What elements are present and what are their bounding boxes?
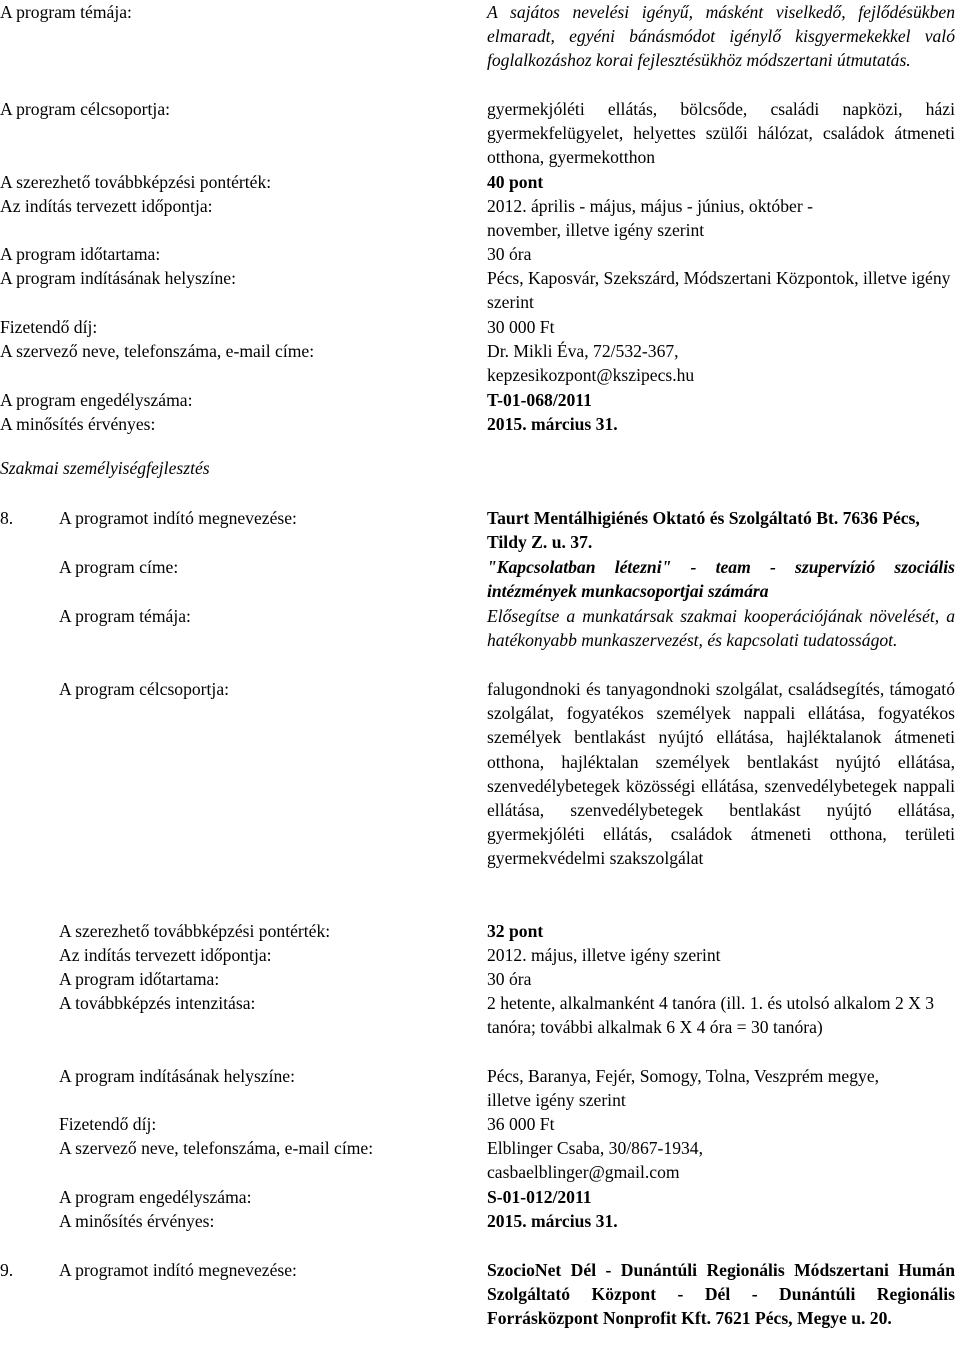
location-label: A program indításának helyszíne:: [59, 1066, 295, 1086]
program-number: 8.: [0, 508, 14, 528]
target-group-label: A program célcsoportja:: [0, 99, 171, 119]
location-label: A program indításának helyszíne:: [0, 268, 236, 288]
topic-value: A sajátos nevelési igényű, másként viselkedő, fejlődésükben elmaradt, egyéni bánásmódot igénylő kisgyermekekkel való foglalkozáshoz korai fejlesztésükhöz módszertani útmutatás.: [487, 2, 955, 71]
permit-number-value: S-01-012/2011: [487, 1187, 592, 1207]
validity-value: 2015. március 31.: [487, 1211, 618, 1231]
validity-label: A minősítés érvényes:: [59, 1211, 215, 1231]
validity-label: A minősítés érvényes:: [0, 414, 156, 434]
intensity-value: 2 hetente, alkalmanként 4 tanóra (ill. 1. és utolsó alkalom 2 X 3 tanóra; további alkalmak 6 X 4 óra = 30 tanóra): [487, 993, 935, 1038]
topic-label: A program témája:: [59, 606, 191, 626]
organizer-name-label: A programot indító megnevezése:: [59, 508, 297, 528]
organizer-contact-label: A szervező neve, telefonszáma, e-mail címe:: [59, 1138, 374, 1158]
fee-value: 30 000 Ft: [487, 317, 555, 337]
credit-points-label: A szerezhető továbbképzési pontérték:: [0, 172, 272, 192]
program-title-label: A program címe:: [59, 557, 179, 577]
organizer-name-value: Taurt Mentálhigiénés Oktató és Szolgáltató Bt. 7636 Pécs, Tildy Z. u. 37.: [487, 508, 920, 553]
duration-value: 30 óra: [487, 969, 532, 989]
organizer-contact-label: A szervező neve, telefonszáma, e-mail címe:: [0, 341, 315, 361]
permit-number-value: T-01-068/2011: [487, 390, 592, 410]
credit-points-value: 40 pont: [487, 172, 544, 192]
validity-value: 2015. március 31.: [487, 414, 618, 434]
topic-value: Elősegítse a munkatársak szakmai kooperációjának növelését, a hatékonyabb munkaszervezést, és kapcsolati tudatosságot.: [487, 606, 955, 651]
credit-points-value: 32 pont: [487, 921, 544, 941]
duration-value: 30 óra: [487, 244, 532, 264]
duration-label: A program időtartama:: [59, 969, 220, 989]
permit-number-label: A program engedélyszáma:: [59, 1187, 252, 1207]
start-date-label: Az indítás tervezett időpontja:: [59, 945, 272, 965]
fee-value: 36 000 Ft: [487, 1114, 555, 1134]
fee-label: Fizetendő díj:: [0, 317, 98, 337]
program-number: 9.: [0, 1260, 14, 1280]
organizer-name-value: SzocioNet Dél - Dunántúli Regionális Módszertani Humán Szolgáltató Központ - Dél - Dunántúli Regionális Forrásközpont Nonprofit Kft. 7621 Pécs, Megye u. 20.: [487, 1260, 955, 1329]
fee-label: Fizetendő díj:: [59, 1114, 157, 1134]
credit-points-label: A szerezhető továbbképzési pontérték:: [59, 921, 331, 941]
target-group-label: A program célcsoportja:: [59, 679, 230, 699]
start-date-label: Az indítás tervezett időpontja:: [0, 196, 213, 216]
permit-number-label: A program engedélyszáma:: [0, 390, 193, 410]
location-value: Pécs, Kaposvár, Szekszárd, Módszertani Központok, illetve igény szerint: [487, 268, 951, 313]
start-date-value: 2012. május, illetve igény szerint: [487, 945, 721, 965]
organizer-name-label: A programot indító megnevezése:: [59, 1260, 297, 1280]
target-group-value: gyermekjóléti ellátás, bölcsőde, családi napközi, házi gyermekfelügyelet, helyettes szülői hálózat, családok átmeneti otthona, gyermekotthon: [487, 99, 955, 168]
organizer-contact-value: Elblinger Csaba, 30/867-1934, casbaelblinger@gmail.com: [487, 1138, 703, 1183]
section-heading: Szakmai személyiségfejlesztés: [0, 458, 210, 478]
start-date-value: 2012. április - május, május - június, október - november, illetve igény szerint: [487, 196, 813, 241]
target-group-value: falugondnoki és tanyagondnoki szolgálat, családsegítés, támogató szolgálat, fogyatékos személyek nappali ellátása, fogyatékos személyek bentlakást nyújtó ellátása, hajléktalanok átmeneti otthona, hajléktalan személyek bentlakást nyújtó ellátása, szenvedélybetegek közösségi ellátása, szenvedélybetegek nappali ellátása, szenvedélybetegek bentlakást nyújtó ellátása, gyermekjóléti ellátás, családok átmeneti otthona, területi gyermekvédelmi szakszolgálat: [487, 679, 955, 869]
organizer-contact-value: Dr. Mikli Éva, 72/532-367, kepzesikozpont@kszipecs.hu: [487, 341, 695, 386]
duration-label: A program időtartama:: [0, 244, 161, 264]
location-value: Pécs, Baranya, Fejér, Somogy, Tolna, Veszprém megye, illetve igény szerint: [487, 1066, 880, 1111]
program-title-value: "Kapcsolatban létezni" - team - szupervízió szociális intézmények munkacsoportjai számára: [487, 557, 955, 602]
intensity-label: A továbbképzés intenzitása:: [59, 993, 256, 1013]
topic-label: A program témája:: [0, 2, 132, 22]
